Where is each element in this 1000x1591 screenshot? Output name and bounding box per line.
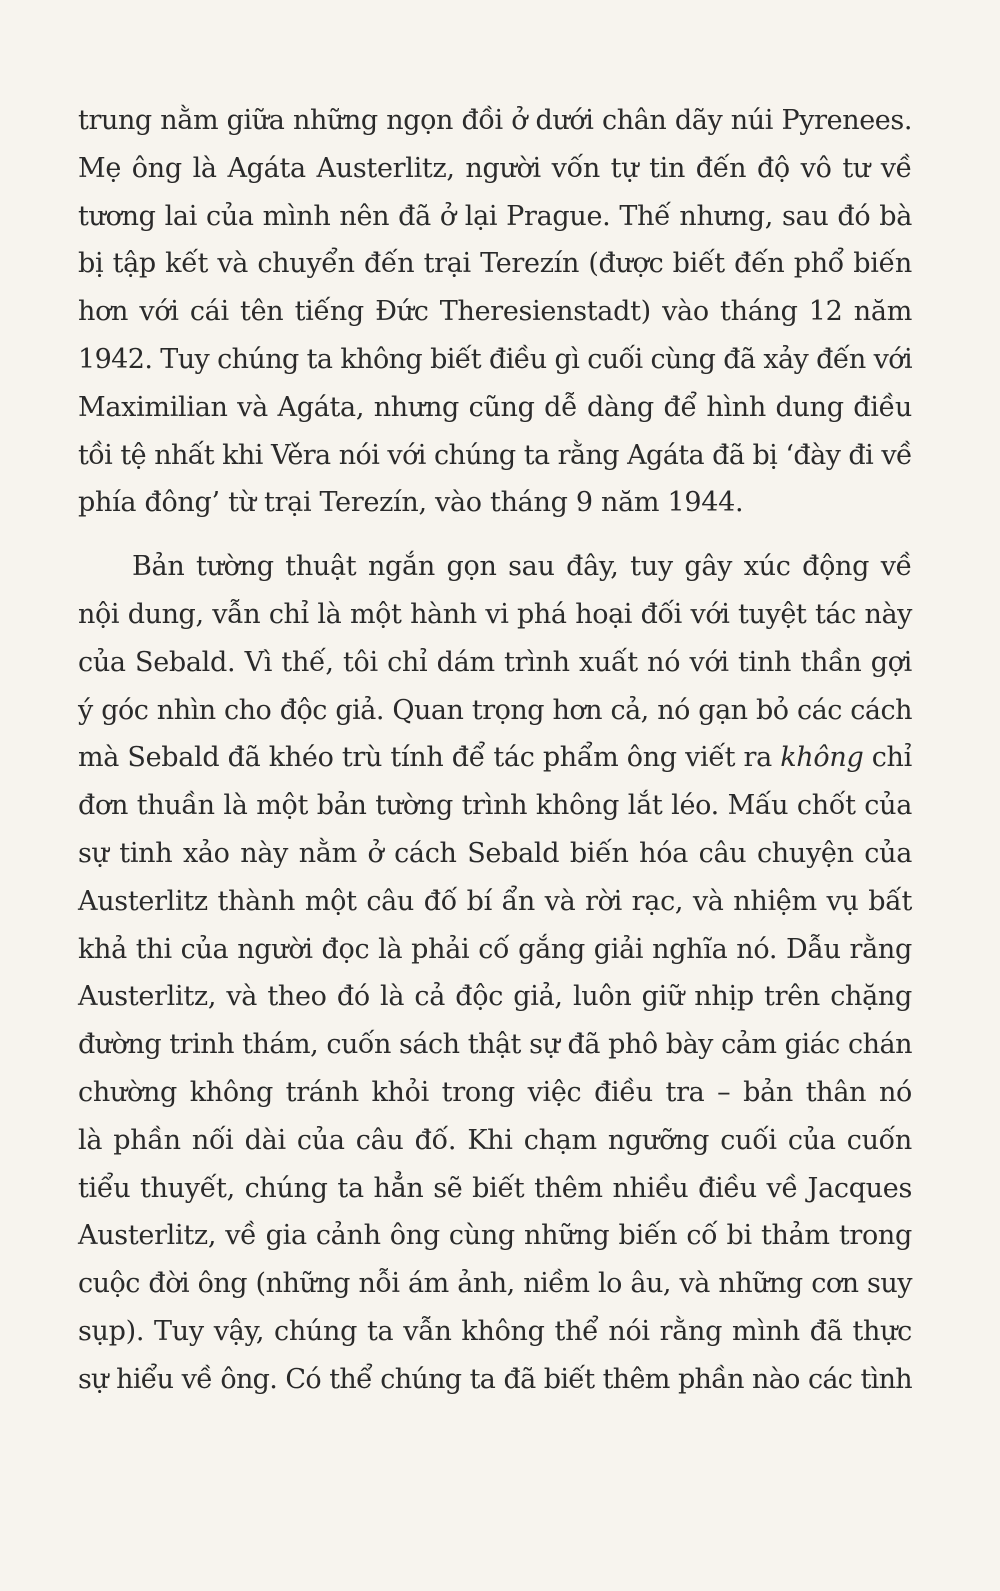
text-line: tiểu thuyết, chúng ta hẳn sẽ biết thêm nhiều điều về Jacques xyxy=(78,1172,912,1204)
text-line: trung nằm giữa những ngọn đồi ở dưới chân dãy núi Pyrenees. xyxy=(78,105,912,136)
text-line: là phần nối dài của câu đố. Khi chạm ngưỡng cuối của cuốn xyxy=(78,1124,912,1156)
text-line: sự tinh xảo này nằm ở cách Sebald biến hóa câu chuyện của xyxy=(78,837,912,869)
text-line: phía đông’ từ trại Terezín, vào tháng 9 năm 1944. xyxy=(78,487,744,519)
emphasis-word: không xyxy=(780,742,864,774)
text-line: cuộc đời ông (những nỗi ám ảnh, niềm lo âu, và những cơn suy xyxy=(78,1268,912,1300)
text-segment: mà Sebald đã khéo trù tính để tác phẩm ông viết ra xyxy=(78,742,772,774)
text-line: Austerlitz, về gia cảnh ông cùng những biến cố bi thảm trong xyxy=(78,1220,912,1252)
text-line: sự hiểu về ông. Có thể chúng ta đã biết thêm phần nào các tình xyxy=(78,1363,912,1395)
text-line-with-emphasis xyxy=(78,734,912,782)
text-line: sụp). Tuy vậy, chúng ta vẫn không thể nói rằng mình đã thực xyxy=(78,1315,912,1347)
text-line: 1942. Tuy chúng ta không biết điều gì cuối cùng đã xảy đến với xyxy=(78,343,912,375)
text-segment: chỉ xyxy=(863,742,912,774)
text-line: Maximilian và Agáta, nhưng cũng dễ dàng để hình dung điều xyxy=(78,391,912,423)
text-line: Austerlitz, và theo đó là cả độc giả, luôn giữ nhịp trên chặng xyxy=(78,981,912,1013)
text-line: Bản tường thuật ngắn gọn sau đây, tuy gây xúc động về xyxy=(132,551,912,583)
text-line: chường không tránh khỏi trong việc điều tra – bản thân nó xyxy=(78,1076,912,1108)
text-line: đường trinh thám, cuốn sách thật sự đã phô bày cảm giác chán xyxy=(78,1029,912,1061)
text-line: tồi tệ nhất khi Věra nói với chúng ta rằng Agáta đã bị ‘đày đi về xyxy=(78,439,912,471)
paragraph-2 xyxy=(78,543,912,1403)
text-line: đơn thuần là một bản tường trình không lắt léo. Mấu chốt của xyxy=(78,790,912,822)
text-line: khả thi của người đọc là phải cố gắng giải nghĩa nó. Dẫu rằng xyxy=(78,933,912,965)
text-line: tương lai của mình nên đã ở lại Prague. Thế nhưng, sau đó bà xyxy=(78,200,912,232)
text-line: Austerlitz thành một câu đố bí ẩn và rời rạc, và nhiệm vụ bất xyxy=(78,885,912,917)
text-line: ý góc nhìn cho độc giả. Quan trọng hơn cả, nó gạn bỏ các cách xyxy=(78,694,912,726)
text-line: hơn với cái tên tiếng Đức Theresienstadt) vào tháng 12 năm xyxy=(78,296,912,328)
paragraph-1 xyxy=(78,97,912,527)
text-line: bị tập kết và chuyển đến trại Terezín (được biết đến phổ biến xyxy=(78,248,912,280)
text-line: Mẹ ông là Agáta Austerlitz, người vốn tự tin đến độ vô tư về xyxy=(78,152,912,184)
text-line: của Sebald. Vì thế, tôi chỉ dám trình xuất nó với tinh thần gợi xyxy=(78,646,912,678)
text-line: nội dung, vẫn chỉ là một hành vi phá hoại đối với tuyệt tác này xyxy=(78,598,912,630)
